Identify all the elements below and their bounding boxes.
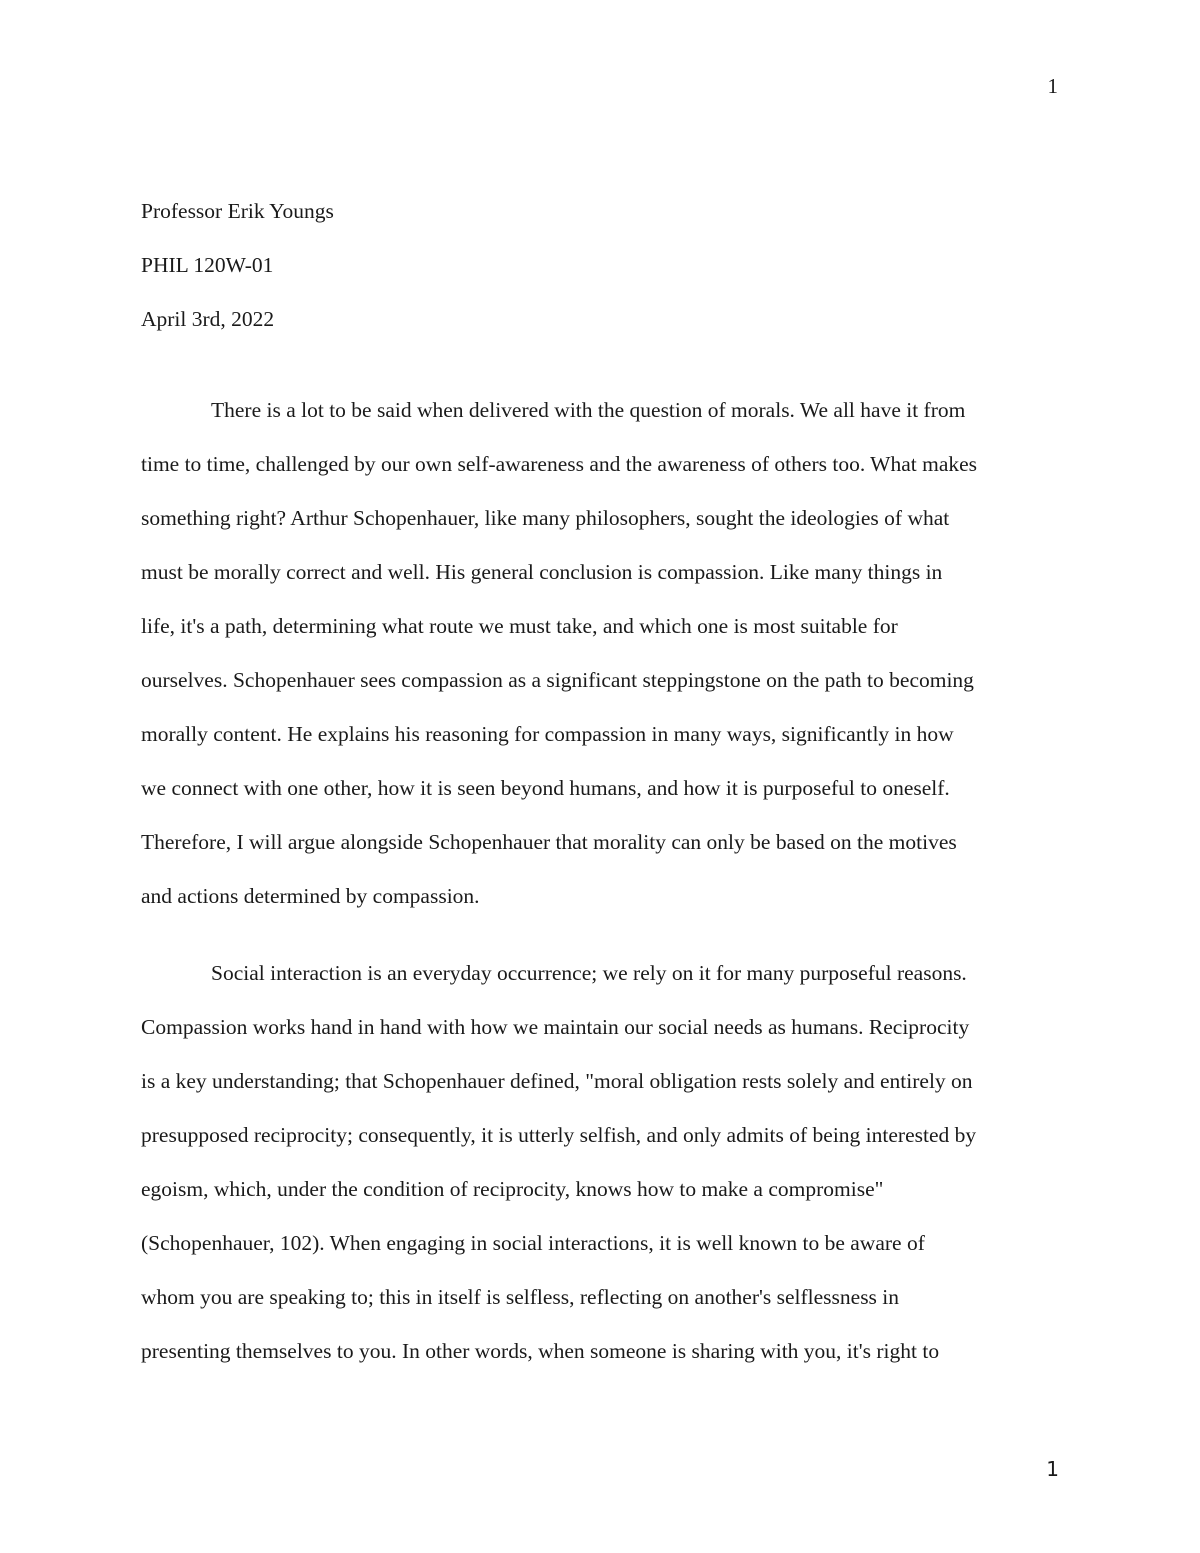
professor-name: Professor Erik Youngs	[141, 199, 334, 223]
essay-date: April 3rd, 2022	[141, 307, 275, 331]
paragraph-line: whom you are speaking to; this in itself is selfless, reflecting on another's selflessness in	[141, 1285, 900, 1309]
paragraph-line: is a key understanding; that Schopenhauer defined, "moral obligation rests solely and entirely on	[141, 1069, 973, 1093]
page-number-footer: 1	[1046, 1457, 1059, 1481]
paragraph-line: life, it's a path, determining what route we must take, and which one is most suitable for	[141, 614, 898, 638]
paragraph-line: egoism, which, under the condition of reciprocity, knows how to make a compromise"	[141, 1177, 884, 1201]
paragraph-line: Social interaction is an everyday occurrence; we rely on it for many purposeful reasons.	[211, 961, 967, 985]
paragraph-1	[141, 395, 1061, 935]
essay-heading	[141, 196, 1061, 358]
paragraph-spacer	[141, 935, 1061, 958]
paragraph-line: ourselves. Schopenhauer sees compassion as a significant steppingstone on the path to becoming	[141, 668, 974, 692]
paragraph-2	[141, 958, 1061, 1390]
paragraph-line: time to time, challenged by our own self-awareness and the awareness of others too. What makes	[141, 452, 978, 476]
paragraph-line: must be morally correct and well. His general conclusion is compassion. Like many things in	[141, 560, 943, 584]
paragraph-line: morally content. He explains his reasoning for compassion in many ways, significantly in how	[141, 722, 954, 746]
paragraph-line: Compassion works hand in hand with how we maintain our social needs as humans. Reciprocity	[141, 1015, 970, 1039]
paragraph-line: Therefore, I will argue alongside Schopenhauer that morality can only be based on the motives	[141, 830, 957, 854]
paragraph-line: There is a lot to be said when delivered with the question of morals. We all have it from	[211, 398, 966, 422]
paragraph-line: and actions determined by compassion.	[141, 884, 480, 908]
essay-body	[141, 395, 1061, 1390]
paragraph-line: presenting themselves to you. In other words, when someone is sharing with you, it's right to	[141, 1339, 940, 1363]
page-number-header: 1	[1047, 74, 1058, 98]
paragraph-line: (Schopenhauer, 102). When engaging in social interactions, it is well known to be aware of	[141, 1231, 925, 1255]
paragraph-line: something right? Arthur Schopenhauer, like many philosophers, sought the ideologies of what	[141, 506, 950, 530]
paragraph-line: presupposed reciprocity; consequently, it is utterly selfish, and only admits of being interested by	[141, 1123, 977, 1147]
course-code: PHIL 120W-01	[141, 253, 274, 277]
paragraph-line: we connect with one other, how it is seen beyond humans, and how it is purposeful to oneself.	[141, 776, 950, 800]
